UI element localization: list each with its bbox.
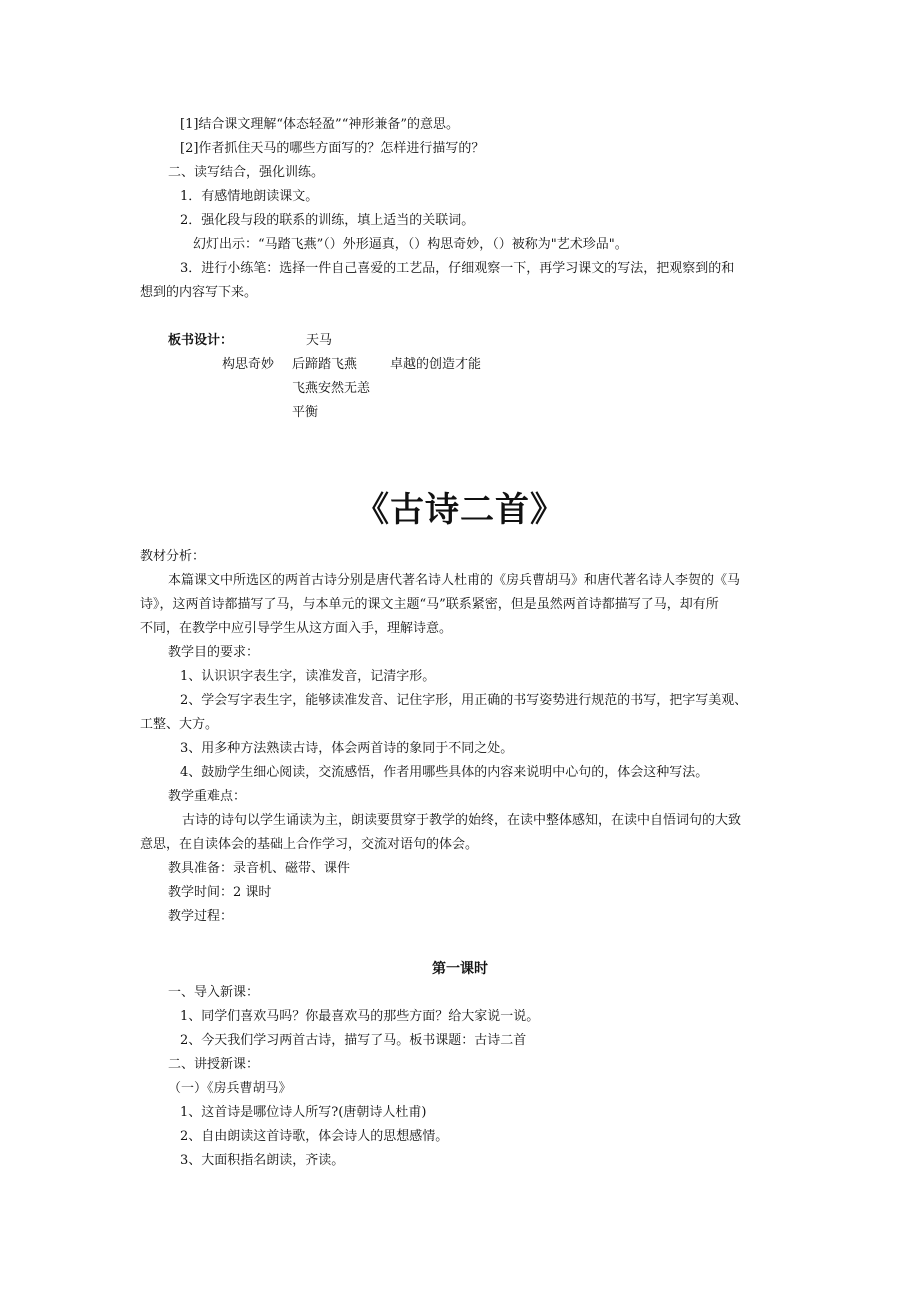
board-title: 天马: [306, 333, 333, 348]
paragraph: 不同，在教学中应引导学生从这方面入手，理解诗意。: [140, 621, 453, 636]
question-1: [1]结合课文理解“体态轻盈”“神形兼备”的意思。: [180, 117, 459, 132]
lesson-title: 第一课时: [432, 961, 488, 977]
list-item: 3、大面积指名朗读，齐读。: [180, 1153, 345, 1168]
board-design-label: 板书设计：: [168, 333, 234, 348]
list-item-continued: 想到的内容写下来。: [140, 285, 258, 300]
board-row: 飞燕安然无恙: [292, 381, 371, 396]
paragraph: 意思，在自读体会的基础上合作学习，交流对语句的体会。: [140, 837, 479, 852]
slide-text: 幻灯出示：“马踏飞燕”（）外形逼真，（）构思奇妙，（）被称为"艺术珍品"。: [193, 237, 628, 252]
time-line: 教学时间：2 课时: [168, 885, 272, 900]
list-item: 4、鼓励学生细心阅读，交流感悟，作者用哪些具体的内容来说明中心句的，体会这种写法。: [180, 765, 709, 780]
tools-line: 教具准备：录音机、磁带、课件: [168, 861, 351, 876]
paragraph: 本篇课文中所选区的两首古诗分别是唐代著名诗人杜甫的《房兵曹胡马》和唐代著名诗人李贺的《马: [168, 573, 741, 588]
list-item: 1、同学们喜欢马吗？你最喜欢马的那些方面？给大家说一说。: [180, 1009, 540, 1024]
section-heading: 二、讲授新课：: [168, 1057, 260, 1072]
paragraph: 诗》，这两首诗都描写了马，与本单元的课文主题“马”联系紧密，但是虽然两首诗都描写了马，却有所: [140, 597, 719, 612]
key-label: 教学重难点：: [168, 789, 247, 804]
list-item: 2．强化段与段的联系的训练，填上适当的关联词。: [180, 213, 475, 228]
board-right: 卓越的创造才能: [390, 357, 482, 372]
list-item: 3．进行小练笔：选择一件自己喜爱的工艺品，仔细观察一下，再学习课文的写法，把观察到的和: [180, 261, 735, 276]
goal-label: 教学目的要求：: [168, 645, 260, 660]
board-row: 后蹄踏飞燕: [292, 357, 358, 372]
page-title: 《古诗二首》: [355, 490, 565, 530]
list-item: 1、这首诗是哪位诗人所写?(唐朝诗人杜甫): [180, 1105, 427, 1120]
paragraph: 古诗的诗句以学生诵读为主，朗读要贯穿于教学的始终，在读中整体感知，在读中自悟词句的大致: [182, 813, 742, 828]
list-item-continued: 工整、大方。: [140, 717, 219, 732]
question-2: [2]作者抓住天马的哪些方面写的？怎样进行描写的？: [180, 141, 485, 156]
board-row: 平衡: [292, 405, 319, 420]
list-item: 1．有感情地朗读课文。: [180, 189, 319, 204]
list-item: 2、今天我们学习两首古诗，描写了马。板书课题：古诗二首: [180, 1033, 527, 1048]
process-label: 教学过程：: [168, 909, 234, 924]
list-item: 3、用多种方法熟读古诗，体会两首诗的象同于不同之处。: [180, 741, 514, 756]
section-heading: 一、导入新课：: [168, 985, 260, 1000]
analysis-label: 教材分析：: [140, 549, 206, 564]
poem-heading: （一）《房兵曹胡马》: [168, 1081, 292, 1096]
section-heading: 二、读写结合，强化训练。: [168, 165, 325, 180]
list-item: 2、学会写字表生字，能够读准发音、记住字形，用正确的书写姿势进行规范的书写，把字写美观、: [180, 693, 748, 708]
list-item: 2、自由朗读这首诗歌，体会诗人的思想感情。: [180, 1129, 449, 1144]
board-left: 构思奇妙: [222, 357, 275, 372]
list-item: 1、认识识字表生字，读准发音，记清字形。: [180, 669, 436, 684]
